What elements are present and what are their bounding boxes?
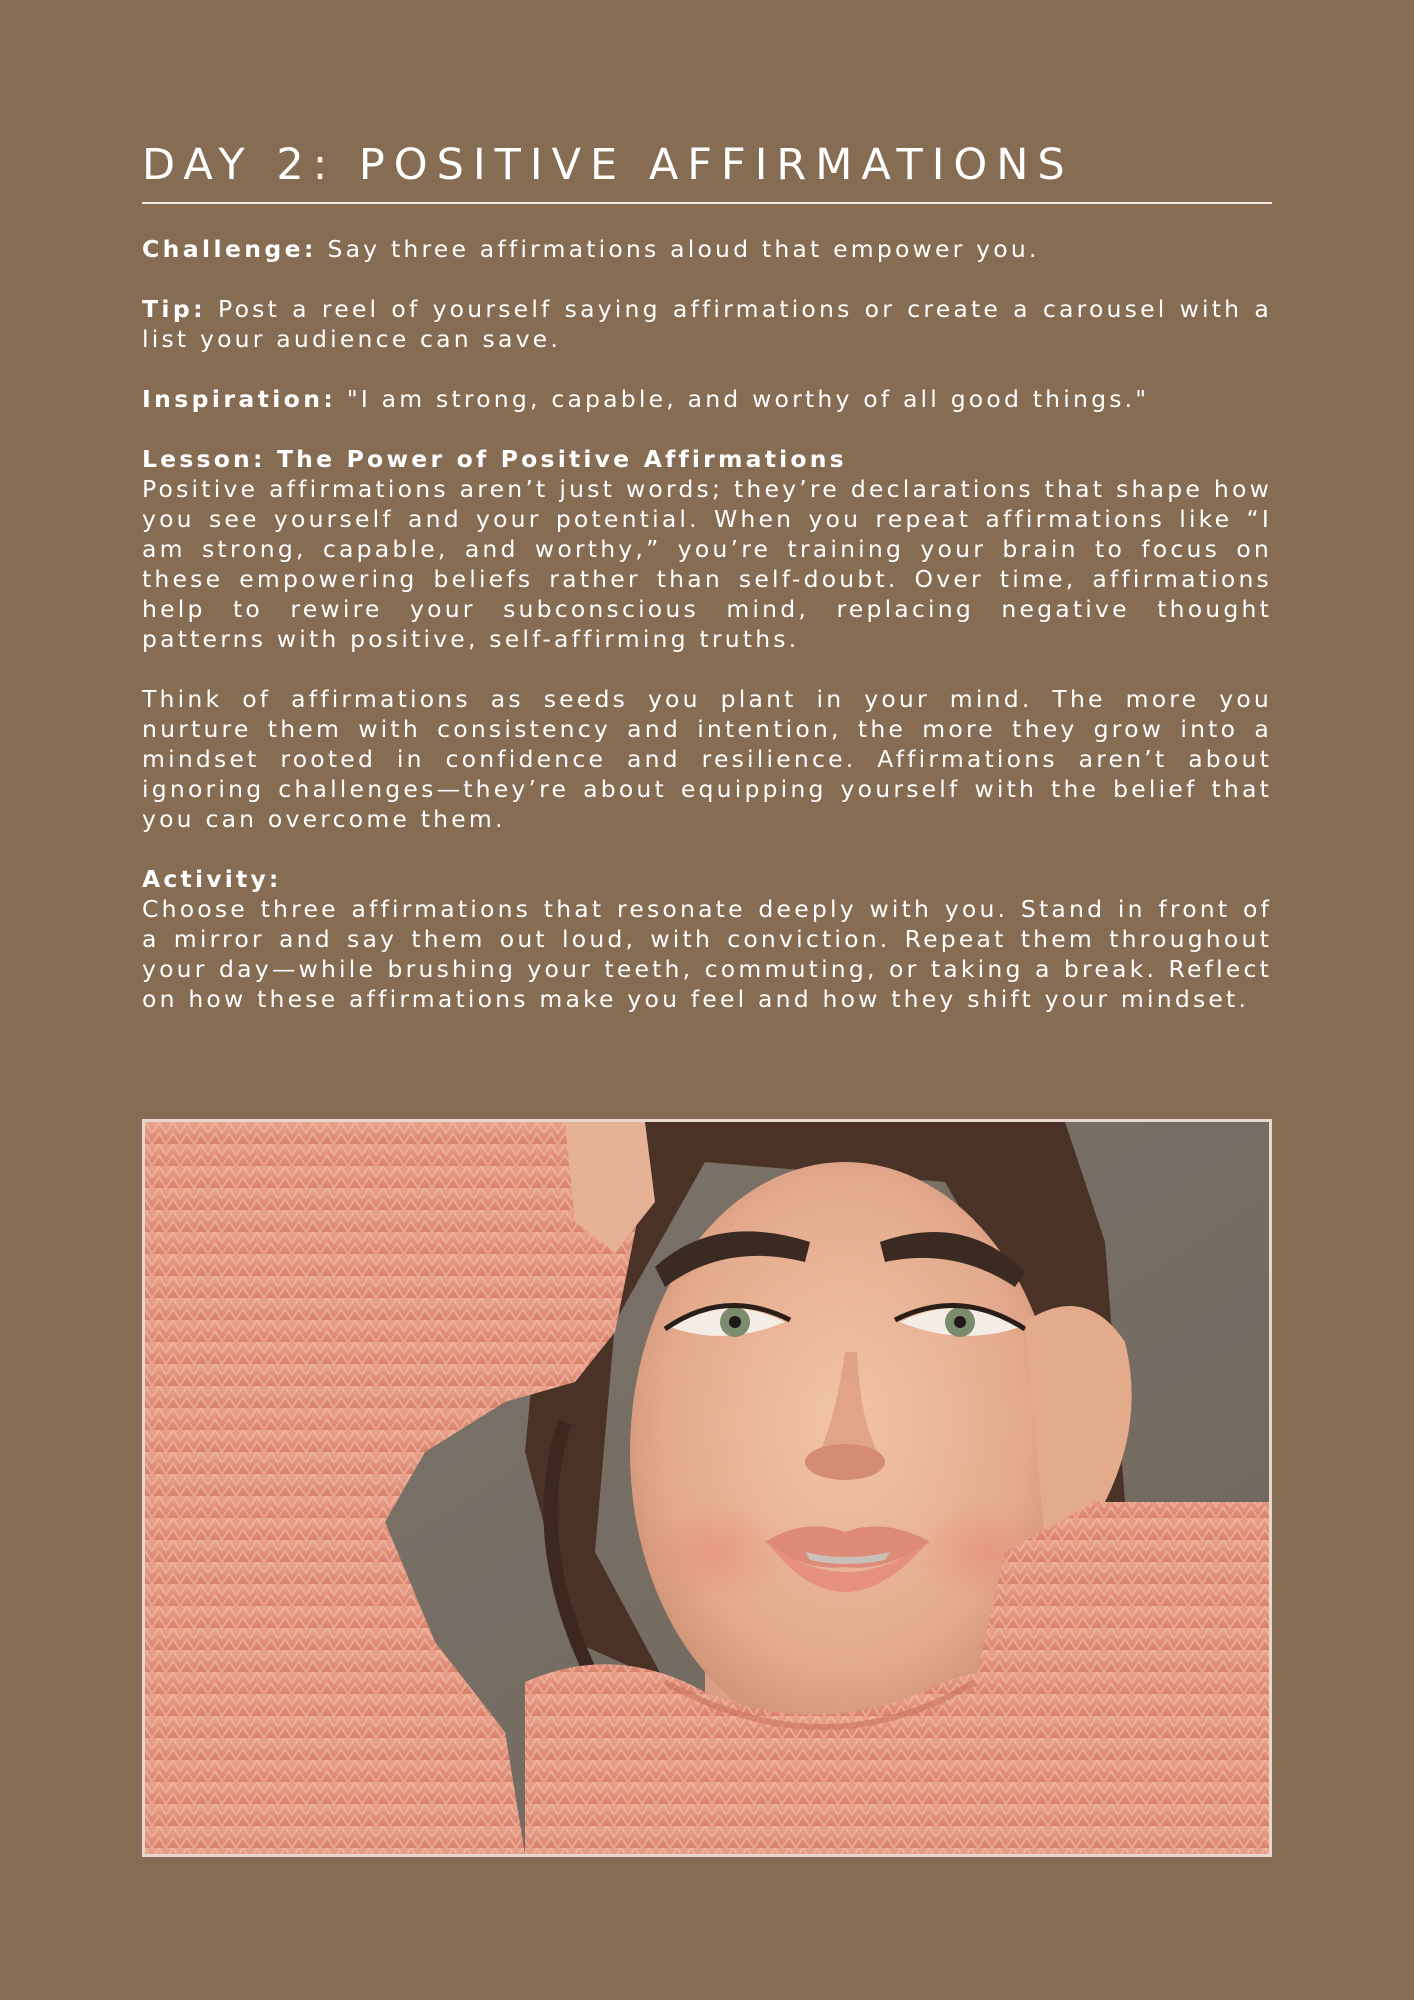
inspiration-block xyxy=(142,384,1272,414)
page-title: DAY 2: POSITIVE AFFIRMATIONS xyxy=(142,140,1074,190)
lesson-paragraph-1: Positive affirmations aren’t just words; they’re declarations that shape how you see yourself and your potential. When you repeat affirmations like “I am strong, capable, and worthy,” you’re training your brain to focus on these empowering beliefs rather than self-doubt. Over time, affirmations help to rewire your subconscious mind, replacing negative thought patterns with positive, self-affirming truths. xyxy=(142,475,1272,653)
challenge-block xyxy=(142,234,1272,264)
inspiration-label: Inspiration: xyxy=(142,385,337,413)
content-column xyxy=(142,134,1272,1014)
inspiration-text: "I am strong, capable, and worthy of all good things." xyxy=(336,385,1150,413)
portrait-photo xyxy=(142,1119,1272,1857)
challenge-text: Say three affirmations aloud that empower you. xyxy=(316,235,1040,263)
tip-text: Post a reel of yourself saying affirmations or create a carousel with a list your audience can save. xyxy=(142,295,1272,353)
lesson-heading: Lesson: The Power of Positive Affirmations xyxy=(142,445,847,473)
activity-text: Choose three affirmations that resonate deeply with you. Stand in front of a mirror and say them out loud, with conviction. Repeat them throughout your day—while brushing your teeth, commuting, or taking a break. Reflect on how these affirmations make you feel and how they shift your mindset. xyxy=(142,895,1272,1013)
lesson-paragraph-2: Think of affirmations as seeds you plant in your mind. The more you nurture them with consistency and intention, the more they grow into a mindset rooted in confidence and resilience. Affirmations aren’t about ignoring challenges—they’re about equipping yourself with the belief that you can overcome them. xyxy=(142,685,1272,833)
portrait-illustration xyxy=(145,1122,1269,1854)
challenge-label: Challenge: xyxy=(142,235,317,263)
tip-block xyxy=(142,294,1272,354)
activity-heading: Activity: xyxy=(142,865,282,893)
tip-label: Tip: xyxy=(142,295,206,323)
title-divider xyxy=(142,202,1272,204)
